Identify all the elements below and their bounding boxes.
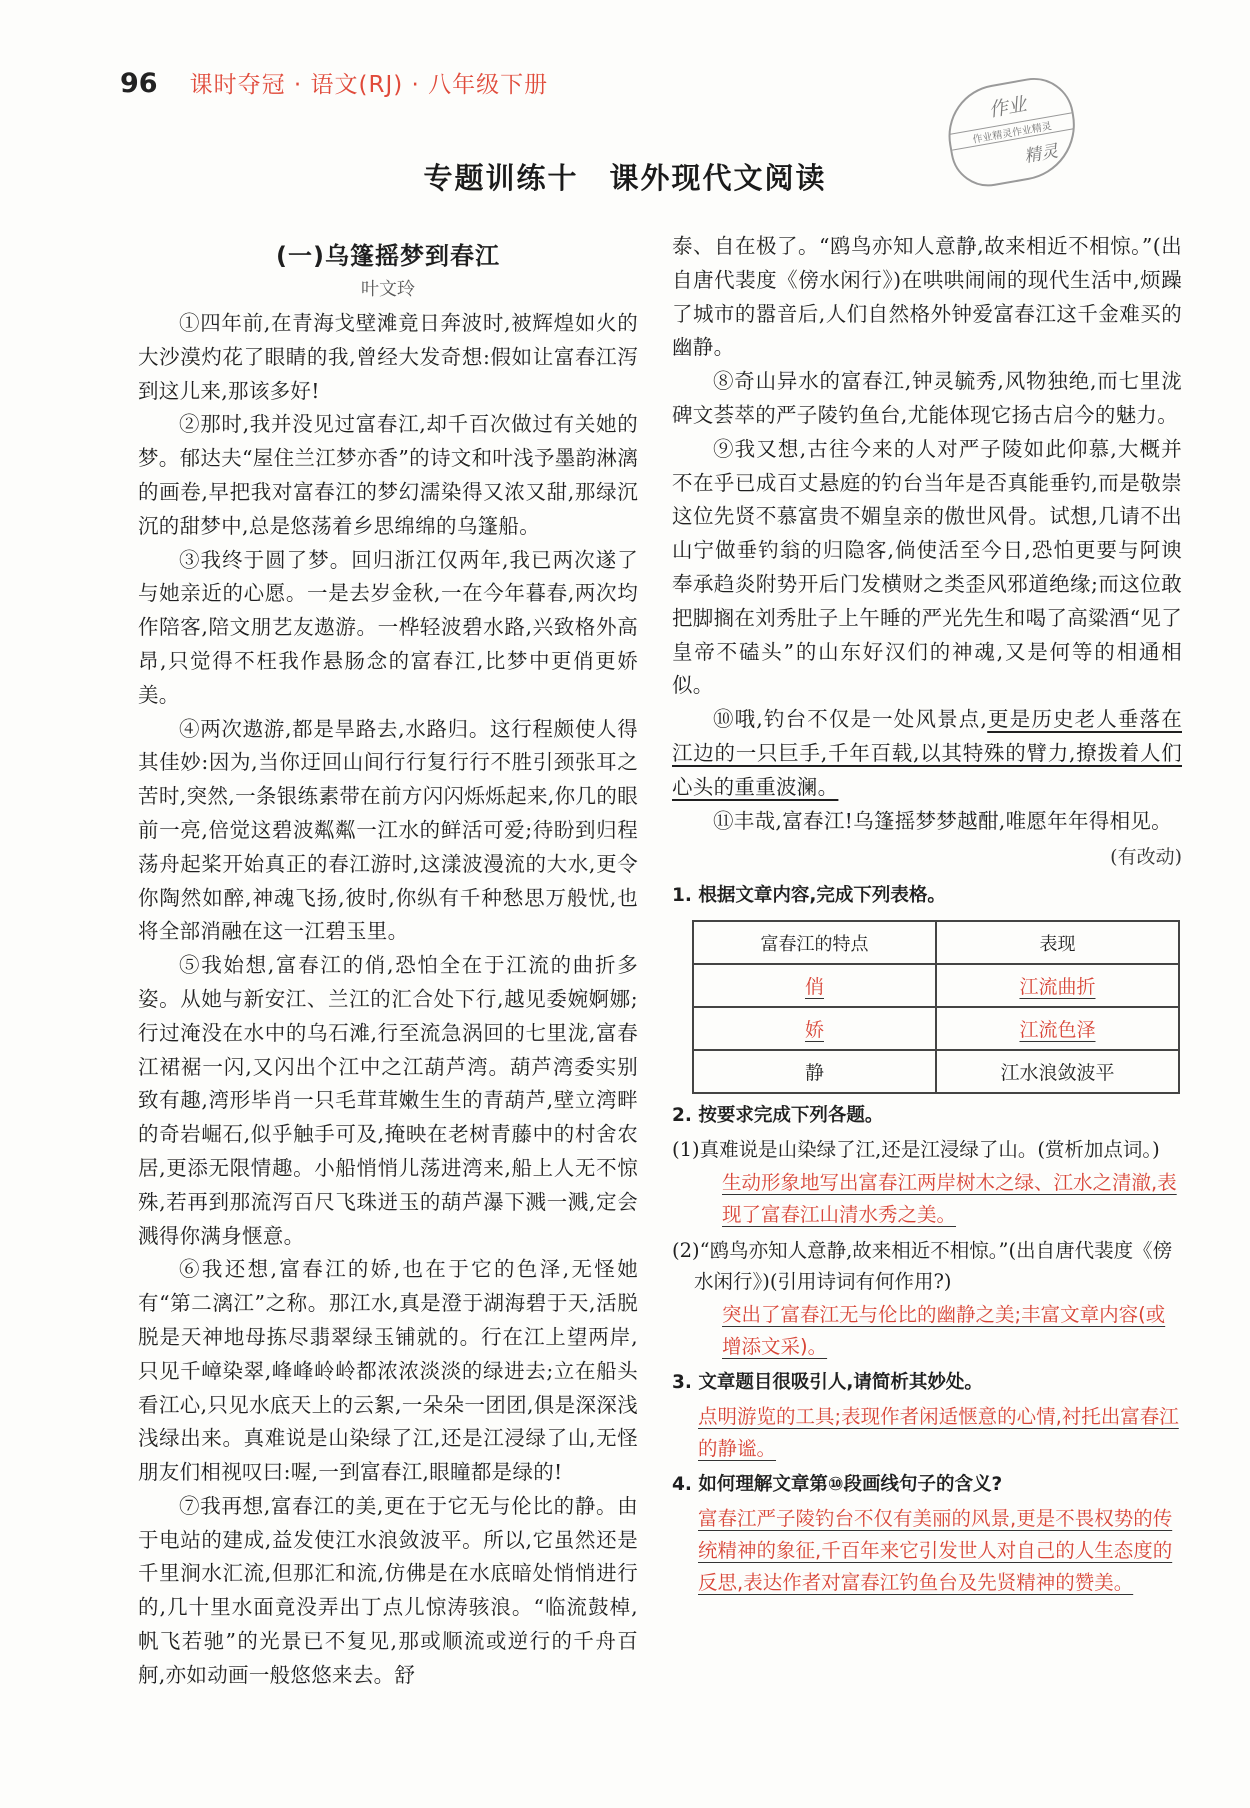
answer-table xyxy=(692,920,1180,1094)
question-4: 4. 如何理解文章第⑩段画线句子的含义? xyxy=(672,1474,1003,1496)
table-cell: 江水浪敛波平 xyxy=(936,1050,1179,1093)
question-3: 3. 文章题目很吸引人,请简析其妙处。 xyxy=(672,1372,983,1394)
paragraph-10-prefix: ⑩哦,钓台不仅是一处风景点, xyxy=(713,707,988,732)
paragraph-11: ⑪丰哉,富春江!乌篷摇梦梦越酣,唯愿年年得相见。 xyxy=(713,808,1172,833)
question-2: 2. 按要求完成下列各题。 xyxy=(672,1105,884,1127)
stamp-line3: 精灵 xyxy=(1022,141,1060,168)
left-column xyxy=(138,230,638,1693)
paragraph-10 xyxy=(672,703,1182,804)
article-title: (一)乌篷摇梦到春江 xyxy=(276,242,500,270)
answer-text: 江流色泽 xyxy=(1019,1019,1096,1042)
table-header-expression: 表现 xyxy=(936,921,1179,964)
answer-2-2 xyxy=(672,1299,1182,1363)
page-number: 96 xyxy=(120,68,158,99)
paragraph-10-underlined: 更是历史老人垂落在江边的一只巨手,千年百载,以其特殊的臂力,撩拨着人们心头的重重波澜。 xyxy=(672,707,1182,799)
paragraph-4: ④两次遨游,都是旱路去,水路归。这行程颇使人得其佳妙:因为,当你迂回山间行行复行行不胜引颈张耳之苦时,突然,一条银练素带在前方闪闪烁烁起来,你几的眼前一亮,倍觉这碧波粼粼一江水的鲜活可爱;待盼到归程荡舟起桨开始真正的春江游时,这漾波漫流的大水,更令你陶然如醉,神魂飞扬,彼时,你纵有千种愁思万般忧,也将全部消融在这一江碧玉里。 xyxy=(138,716,638,944)
paragraph-2: ②那时,我并没见过富春江,却千百次做过有关她的梦。郁达夫“屋住兰江梦亦香”的诗文和叶浅予墨韵淋漓的画卷,早把我对富春江的梦幻濡染得又浓又甜,那绿沉沉的甜梦中,总是悠荡着乡思绵绵的乌篷船。 xyxy=(138,412,638,538)
paragraph-7: ⑦我再想,富春江的美,更在于它无与伦比的静。由于电站的建成,益发使江水浪敛波平。所以,它虽然还是千里涧水汇流,但那汇和流,仿佛是在水底暗处悄悄进行的,几十里水面竟没弄出丁点儿惊涛骇浪。“临流鼓棹,帆飞若驰”的光景已不复见,那或顺流或逆行的千舟百舸,亦如动画一般悠悠来去。舒 xyxy=(138,1493,638,1687)
paragraph-9: ⑨我又想,古往今来的人对严子陵如此仰慕,大概并不在乎已成百丈悬庭的钓台当年是否真能垂钓,而是敬崇这位先贤不慕富贵不媚皇亲的傲世风骨。试想,几请不出山宁做垂钓翁的归隐客,倘使活至今日,恐怕更要与阿谀奉承趋炎附势开后门发横财之类歪风邪道绝缘;而这位敢把脚搁在刘秀肚子上午睡的严光先生和喝了高粱酒“见了皇帝不磕头”的山东好汉们的神魂,又是何等的相通相似。 xyxy=(672,436,1182,698)
table-cell xyxy=(936,964,1179,1007)
answer-text: 突出了富春江无与伦比的幽静之美;丰富文章内容(或增添文采)。 xyxy=(722,1303,1166,1359)
paragraph-8: ⑧奇山异水的富春江,钟灵毓秀,风物独绝,而七里泷碑文荟萃的严子陵钓鱼台,尤能体现它扬古启今的魅力。 xyxy=(672,369,1182,427)
stamp-line2: 作业精灵作业精灵 xyxy=(949,112,1074,150)
stamp-line1: 作业 xyxy=(987,93,1029,122)
question-1: 1. 根据文章内容,完成下列表格。 xyxy=(672,885,946,907)
article-author: 叶文玲 xyxy=(361,279,415,300)
table-header-feature: 富春江的特点 xyxy=(693,921,936,964)
question-2-1: (1)真难说是山染绿了江,还是江浸绿了山。(赏析加点词。) xyxy=(672,1138,1160,1162)
answer-text: 富春江严子陵钓台不仅有美丽的风景,更是不畏权势的传统精神的象征,千百年来它引发世人对自己的人生态度的反思,表达作者对富春江钓鱼台及先贤精神的赞美。 xyxy=(698,1507,1173,1595)
source-note: (有改动) xyxy=(1110,846,1182,869)
paragraph-6: ⑥我还想,富春江的娇,也在于它的色泽,无怪她有“第二漓江”之称。那江水,真是澄于湖海碧于天,活脱脱是天神地母拣尽翡翠绿玉铺就的。行在江上望两岸,只见千嶂染翠,峰峰岭岭都浓浓淡淡的绿进去;立在船头看江心,只见水底天上的云絮,一朵朵一团团,俱是深深浅浅绿出来。真难说是山染绿了江,还是江浸绿了山,无怪朋友们相视叹曰:喔,一到富春江,眼瞳都是绿的! xyxy=(138,1257,638,1485)
answer-3 xyxy=(672,1401,1182,1465)
book-title: 课时夺冠 · 语文(RJ) · 八年级下册 xyxy=(189,72,549,98)
table-cell: 静 xyxy=(693,1050,936,1093)
table-cell xyxy=(936,1007,1179,1050)
answer-text: 生动形象地写出富春江两岸树木之绿、江水之清澈,表现了富春江山清水秀之美。 xyxy=(722,1171,1177,1227)
table-cell xyxy=(693,964,936,1007)
paragraph-1: ①四年前,在青海戈壁滩竟日奔波时,被辉煌如火的大沙漠灼花了眼睛的我,曾经大发奇想:假如让富春江泻到这儿来,那该多好! xyxy=(138,311,638,403)
table-cell xyxy=(693,1007,936,1050)
paragraph-3: ③我终于圆了梦。回归浙江仅两年,我已两次遂了与她亲近的心愿。一是去岁金秋,一在今年暮春,两次均作陪客,陪文朋艺友遨游。一桦轻波碧水路,兴致格外高昂,只觉得不枉我作悬肠念的富春江,比梦中更俏更娇美。 xyxy=(138,547,638,707)
page-title: 专题训练十 课外现代文阅读 xyxy=(423,161,827,195)
right-column xyxy=(672,230,1182,1603)
paragraph-7-cont: 泰、自在极了。“鸥鸟亦知人意静,故来相近不相惊。”(出自唐代裴度《傍水闲行》)在哄哄闹闹的现代生活中,烦躁了城市的嚣音后,人们自然格外钟爱富春江这千金难买的幽静。 xyxy=(672,234,1182,360)
question-2-2: (2)“鸥鸟亦知人意静,故来相近不相惊。”(出自唐代裴度《傍水闲行》)(引用诗词有何作用?) xyxy=(672,1239,1173,1294)
answer-text: 娇 xyxy=(804,1019,824,1042)
paragraph-5: ⑤我始想,富春江的俏,恐怕全在于江流的曲折多姿。从她与新安江、兰江的汇合处下行,越见委婉婀娜;行过淹没在水中的乌石滩,行至流急涡回的七里泷,富春江裙裾一闪,又闪出个江中之江葫芦湾。葫芦湾委实别致有趣,湾形毕肖一只毛茸茸嫩生生的青葫芦,壁立湾畔的奇岩崛石,似乎触手可及,掩映在老树青藤中的村舍农居,更添无限情趣。小船悄悄儿荡进湾来,船上人无不惊殊,若再到那流泻百尺飞珠迸玉的葫芦瀑下溅一溅,定会溅得你满身惬意。 xyxy=(138,953,638,1248)
answer-4 xyxy=(672,1503,1182,1599)
answer-text: 俏 xyxy=(804,976,824,999)
answer-text: 点明游览的工具;表现作者闲适惬意的心情,衬托出富春江的静谧。 xyxy=(698,1405,1179,1461)
answer-text: 江流曲折 xyxy=(1019,976,1096,999)
page-header xyxy=(120,66,548,106)
answer-2-1 xyxy=(672,1167,1182,1231)
